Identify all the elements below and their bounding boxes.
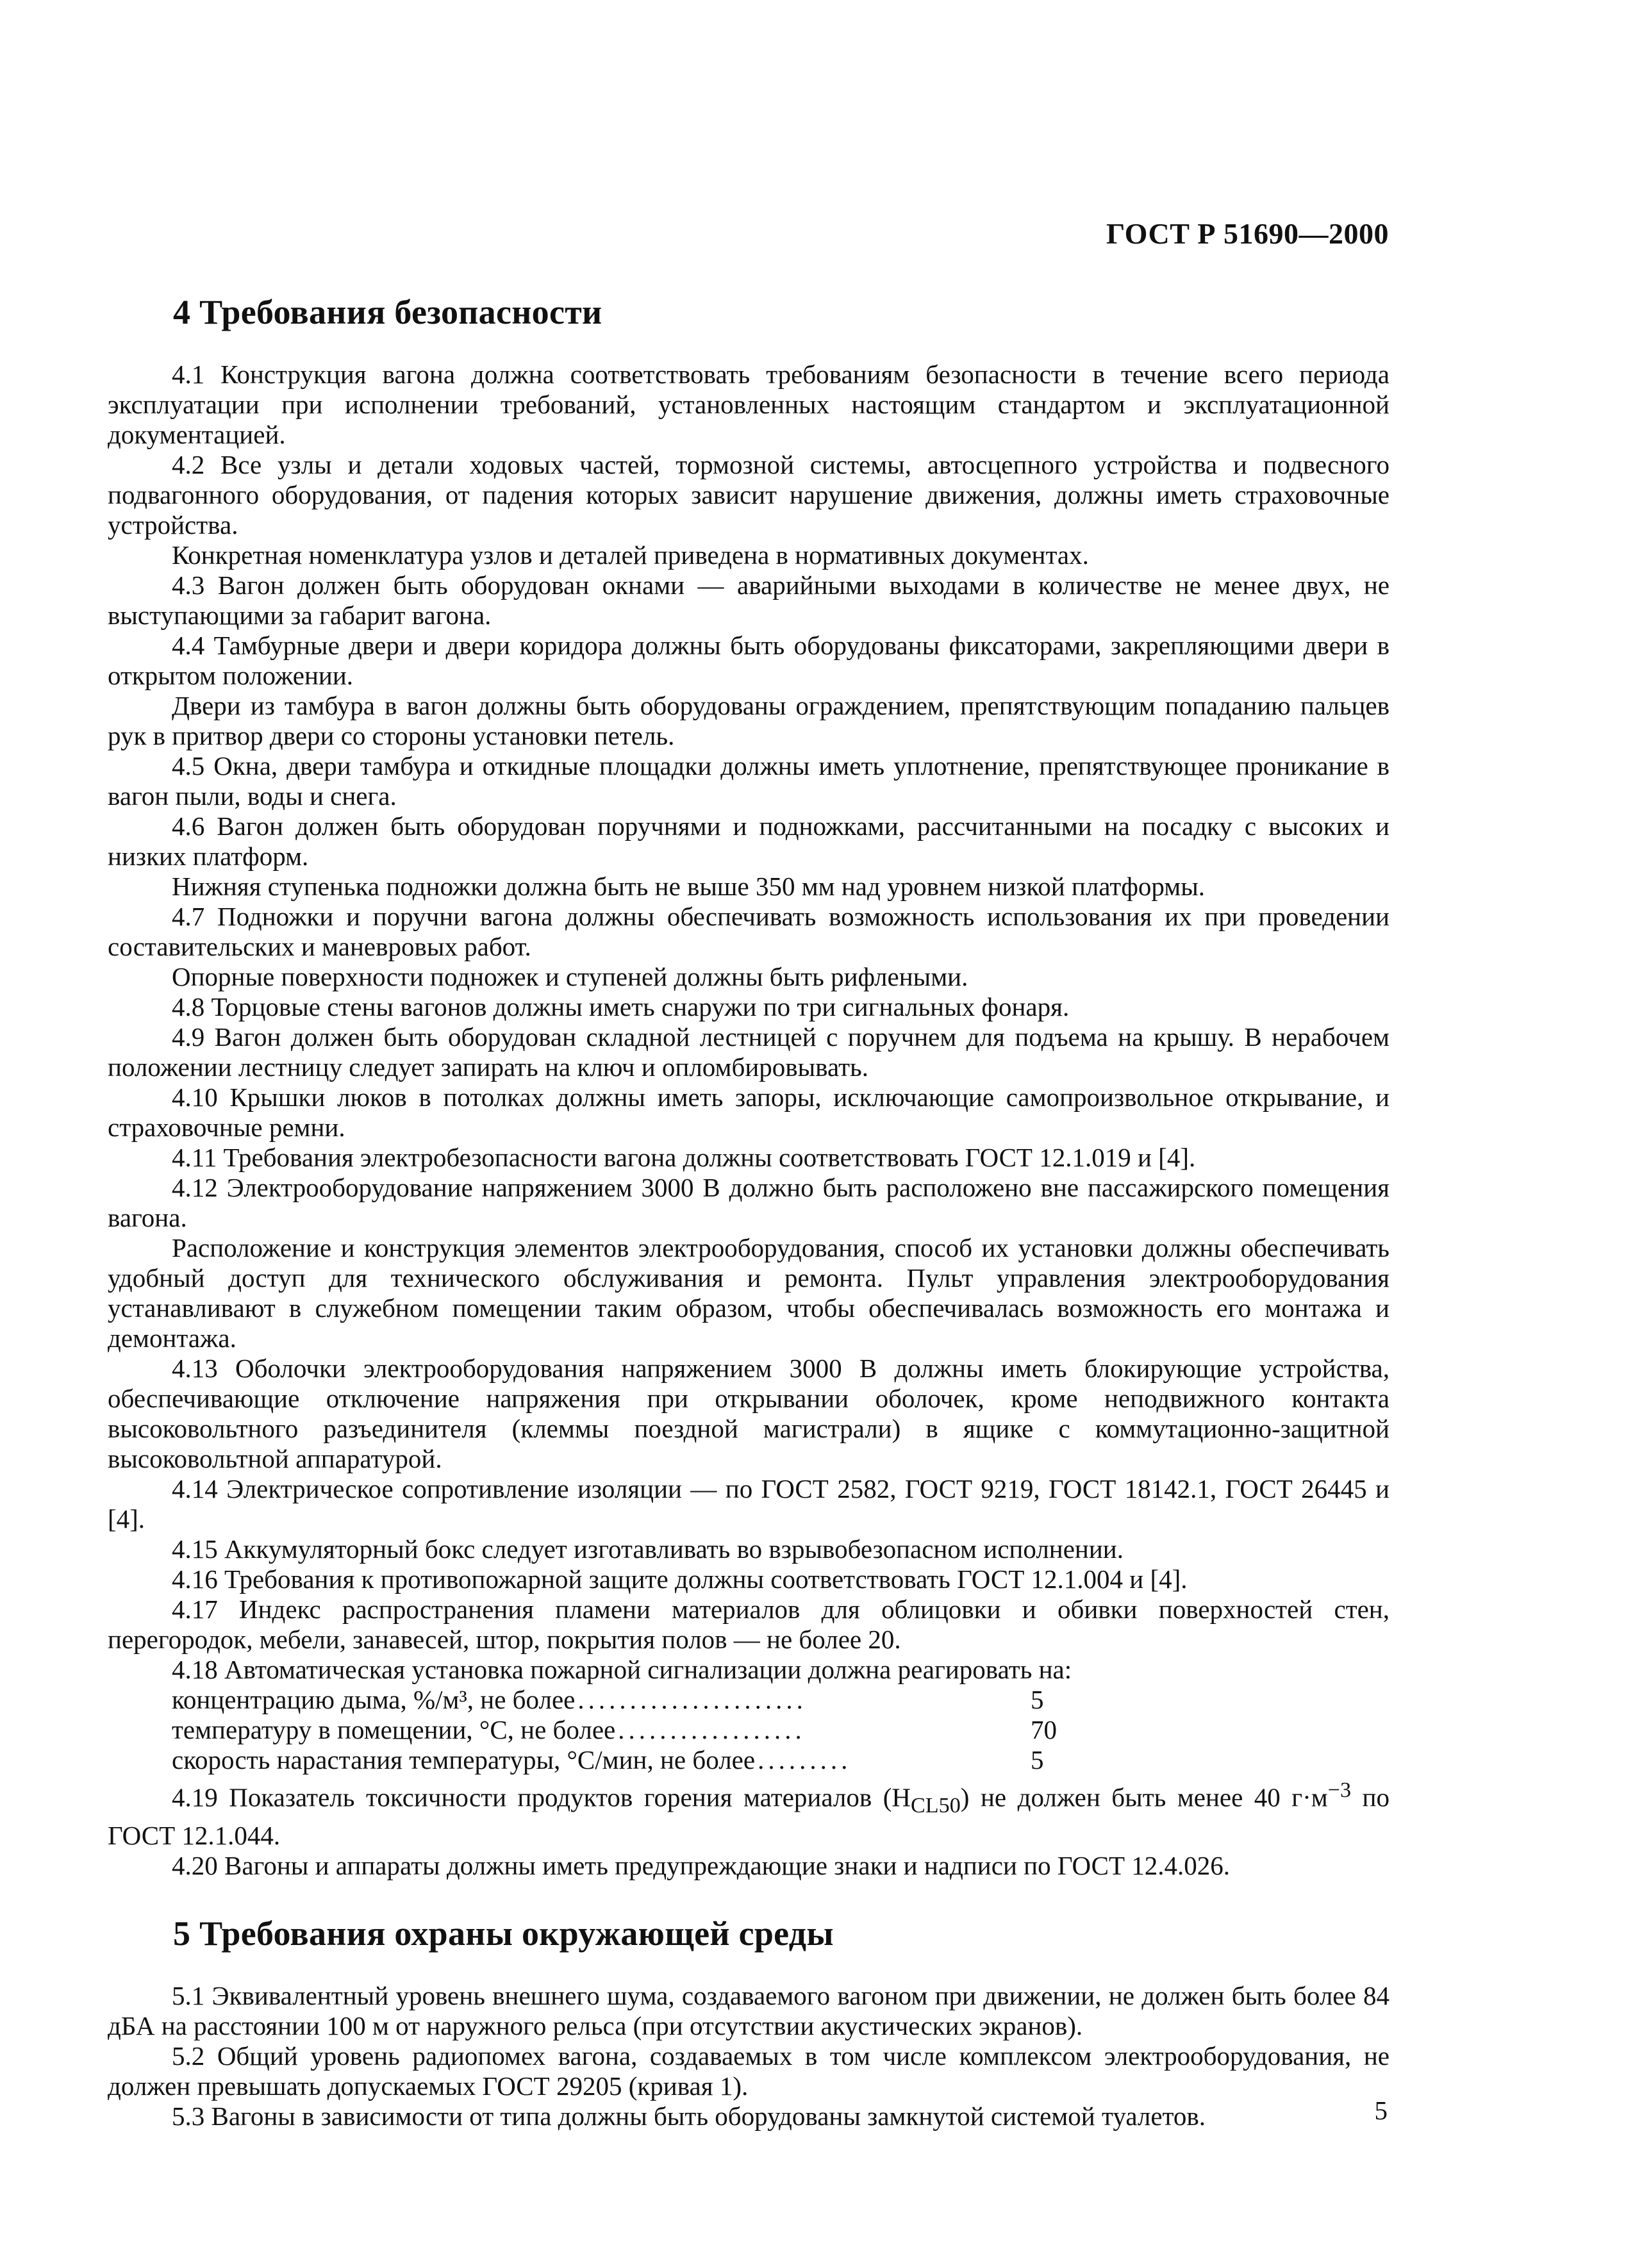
leader-dots: .................. — [618, 1715, 806, 1744]
paragraph-4-8: 4.8 Торцовые стены вагонов должны иметь снаружи по три сигнальных фонаря. — [172, 992, 1070, 1022]
spec-row-temperature — [108, 1715, 1108, 1745]
paragraph-4-19 — [108, 1775, 1390, 1851]
standard-code-header: ГОСТ Р 51690—2000 — [1106, 217, 1389, 250]
paragraph-4-7-note: Опорные поверхности подножек и ступеней должны быть рифлеными. — [172, 962, 968, 991]
spec-value: 5 — [1031, 1745, 1044, 1775]
spec-label: концентрацию дыма, %/м³, не более — [172, 1685, 576, 1714]
document-body — [108, 292, 1390, 2131]
p419-subscript: CL50 — [910, 1793, 961, 1817]
paragraph-4-16: 4.16 Требования к противопожарной защите должны соответствовать ГОСТ 12.1.004 и [4]. — [172, 1564, 1188, 1594]
paragraph-4-2-note: Конкретная номенклатура узлов и деталей приведена в нормативных документах. — [172, 540, 1089, 570]
paragraph-4-4-note: Двери из тамбура в вагон должны быть оборудованы ограждением, препятствующим попаданию пальцев рук в притвор двери со стороны установки петель. — [108, 691, 1390, 750]
paragraph-4-11: 4.11 Требования электробезопасности вагона должны соответствовать ГОСТ 12.1.019 и [4]. — [172, 1143, 1196, 1172]
section-4-title: 4 Требования безопасности — [173, 293, 602, 331]
spec-label: скорость нарастания температуры, °С/мин, не более — [172, 1745, 756, 1775]
leader-dots: ...................... — [577, 1685, 807, 1714]
paragraph-4-3: 4.3 Вагон должен быть оборудован окнами — аварийными выходами в количестве не менее двух, не выступающими за габарит вагона. — [108, 570, 1390, 630]
paragraph-4-12: 4.12 Электрооборудование напряжением 3000 В должно быть расположено вне пассажирского помещения вагона. — [108, 1173, 1390, 1232]
paragraph-4-13: 4.13 Оболочки электрооборудования напряжением 3000 В должны иметь блокирующие устройства, обеспечивающие отключение напряжения при открывании оболочек, кроме неподвижного контакта высоковольтного разъединителя (клеммы поездной магистрали) в ящике с коммутационно-защитной высоковольтной аппаратурой. — [108, 1353, 1390, 1473]
spec-value: 70 — [1031, 1715, 1057, 1744]
paragraph-4-18: 4.18 Автоматическая установка пожарной сигнализации должна реагировать на: — [172, 1655, 1072, 1684]
paragraph-4-14: 4.14 Электрическое сопротивление изоляции — по ГОСТ 2582, ГОСТ 9219, ГОСТ 18142.1, ГОСТ 26445 и [4]. — [108, 1474, 1390, 1534]
leader-dots: ......... — [758, 1745, 852, 1775]
p419-after: по ГОСТ 12.1.044. — [108, 1782, 1390, 1850]
p419-superscript: −3 — [1327, 1778, 1352, 1802]
paragraph-4-9: 4.9 Вагон должен быть оборудован складной лестницей с поручнем для подъема на крышу. В нерабочем положении лестницу следует запирать на ключ и опломбировывать. — [108, 1022, 1390, 1082]
paragraph-4-7: 4.7 Подножки и поручни вагона должны обеспечивать возможность использования их при проведении составительских и маневровых работ. — [108, 902, 1390, 961]
p419-middle: ) не должен быть менее 40 г·м — [960, 1782, 1328, 1812]
paragraph-4-5: 4.5 Окна, двери тамбура и откидные площадки должны иметь уплотнение, препятствующее проникание в вагон пыли, воды и снега. — [108, 751, 1390, 811]
paragraph-5-1: 5.1 Эквивалентный уровень внешнего шума, создаваемого вагоном при движении, не должен быть более 84 дБА на расстоянии 100 м от наружного рельса (при отсутствии акустических экранов). — [108, 1980, 1390, 2040]
paragraph-4-4: 4.4 Тамбурные двери и двери коридора должны быть оборудованы фиксаторами, закрепляющими двери в открытом положении. — [108, 631, 1390, 690]
paragraph-4-2: 4.2 Все узлы и детали ходовых частей, тормозной системы, автосцепного устройства и подвесного подвагонного оборудования, от падения которых зависит нарушение движения, должны иметь страховочные устройства. — [108, 450, 1390, 540]
paragraph-4-1: 4.1 Конструкция вагона должна соответствовать требованиям безопасности в течение всего периода эксплуатации при исполнении требований, установленных настоящим стандартом и эксплуатационной документацией. — [108, 360, 1390, 449]
spec-row-smoke — [108, 1685, 1108, 1715]
section-5-title: 5 Требования охраны окружающей среды — [173, 1914, 834, 1953]
paragraph-4-15: 4.15 Аккумуляторный бокс следует изготавливать во взрывобезопасном исполнении. — [172, 1534, 1124, 1564]
spec-label: температуру в помещении, °С, не более — [172, 1715, 616, 1744]
paragraph-5-3: 5.3 Вагоны в зависимости от типа должны быть оборудованы замкнутой системой туалетов. — [172, 2101, 1206, 2131]
paragraph-4-20: 4.20 Вагоны и аппараты должны иметь предупреждающие знаки и надписи по ГОСТ 12.4.026. — [172, 1850, 1231, 1880]
p419-before: 4.19 Показатель токсичности продуктов горения материалов (H — [172, 1782, 911, 1812]
paragraph-4-12-note: Расположение и конструкция элементов электрооборудования, способ их установки должны обеспечивать удобный доступ для технического обслуживания и ремонта. Пульт управления электрооборудования устанавливают в служебном помещении таким образом, чтобы обеспечивалась возможность его монтажа и демонтажа. — [108, 1233, 1390, 1353]
paragraph-4-10: 4.10 Крышки люков в потолках должны иметь запоры, исключающие самопроизвольное открывание, и страховочные ремни. — [108, 1082, 1390, 1142]
paragraph-4-17: 4.17 Индекс распространения пламени материалов для облицовки и обивки поверхностей стен, перегородок, мебели, занавесей, штор, покрытия полов — не более 20. — [108, 1594, 1390, 1654]
paragraph-4-6: 4.6 Вагон должен быть оборудован поручнями и подножками, рассчитанными на посадку с высоких и низких платформ. — [108, 811, 1390, 871]
page-number: 5 — [1374, 2096, 1388, 2125]
spec-row-temperature-rate — [108, 1745, 1108, 1775]
paragraph-5-2: 5.2 Общий уровень радиопомех вагона, создаваемых в том числе комплексом электрооборудования, не должен превышать допускаемых ГОСТ 29205 (кривая 1). — [108, 2040, 1390, 2101]
spec-value: 5 — [1031, 1685, 1044, 1714]
paragraph-4-6-note: Нижняя ступенька подножки должна быть не выше 350 мм над уровнем низкой платформы. — [172, 872, 1206, 901]
